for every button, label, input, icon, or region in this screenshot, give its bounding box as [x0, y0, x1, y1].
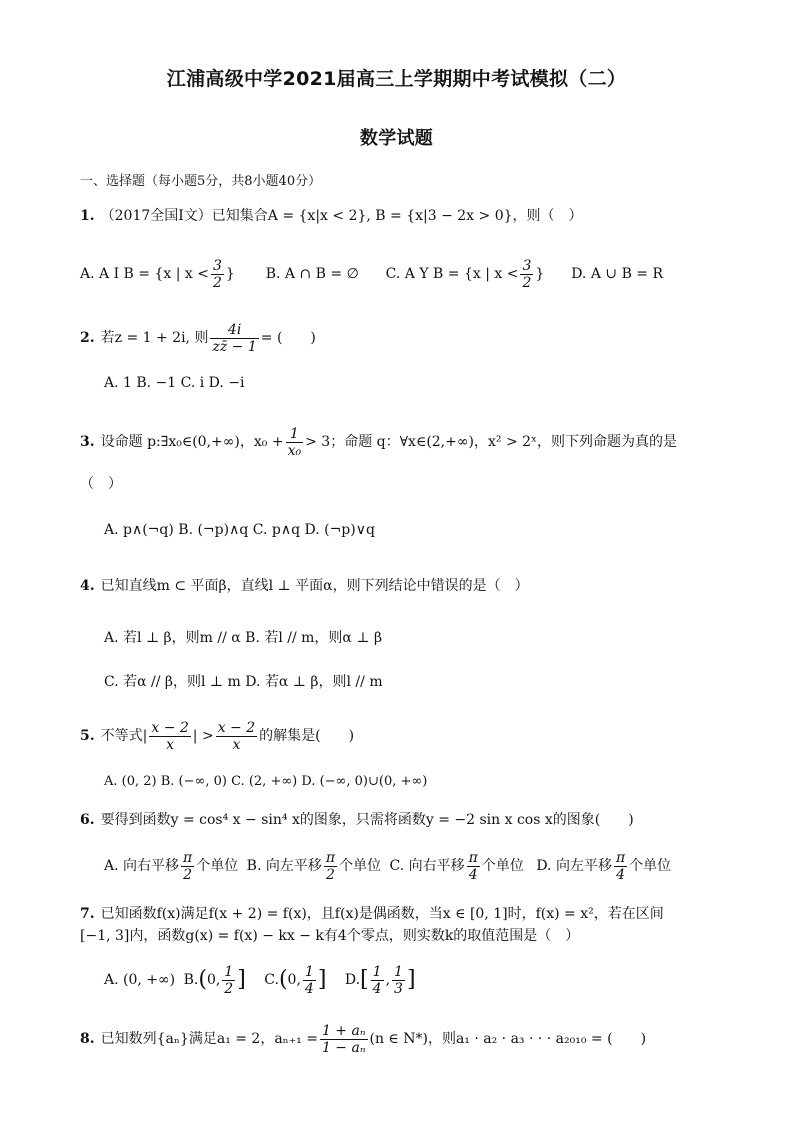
question-5-stem: 5. 不等式| $\frac{x - 2}{x}$ | > $\frac{x - 2}{x}$ 的解集是( )	[80, 719, 355, 753]
question-7-cont: [−1, 3]内，函数g(x) = f(x) − kx − k有4个零点，则实数k的取值范围是（ ）	[80, 928, 580, 944]
question-3-options: A. p∧(¬q) B. (¬p)∧q C. p∧q D. (¬p)∨q	[104, 522, 375, 538]
option-d: D. A ∪ B = R	[571, 266, 664, 282]
option-d: D. 向左平移 $\frac{\pi}{4}$ 个单位	[536, 849, 672, 883]
question-7-stem: 7. 已知函数f(x)满足f(x + 2) = f(x)，且f(x)是偶函数，当x ∈ [0, 1]时，f(x) = x²，若在区间	[80, 906, 664, 922]
question-number: 6.	[80, 812, 95, 828]
option-b: B. A ∩ B = ∅	[265, 266, 359, 282]
question-6-stem: 6. 要得到函数y = cos⁴ x − sin⁴ x的图象，只需将函数y = −2 sin x cos x的图象( )	[80, 812, 634, 828]
exam-subtitle: 数学试题	[359, 128, 434, 149]
question-1-options	[80, 256, 663, 292]
question-2-stem: 2. 若z = 1 + 2i, 则 $\frac{4i}{zz̄ - 1}$ = ( )	[80, 321, 316, 355]
section-heading: 一、选择题（每小题5分，共8小题40分）	[80, 174, 322, 189]
option-c: C. 向右平移 $\frac{\pi}{4}$ 个单位	[389, 849, 524, 883]
question-4-stem: 4. 已知直线m ⊂ 平面β，直线l ⊥ 平面α，则下列结论中错误的是（ ）	[80, 578, 529, 594]
question-number: 7.	[80, 906, 95, 922]
option-b: B.(0, $\frac{1}{2}$ ]	[183, 963, 246, 997]
question-text: （2017全国Ⅰ文）已知集合A = {x|x < 2}, B = {x|3 − 2x > 0}，则（ ）	[100, 208, 583, 224]
question-1-stem	[80, 206, 583, 226]
question-number: 3.	[80, 434, 95, 450]
question-2-options: A. 1 B. −1 C. i D. −i	[104, 375, 245, 391]
option-d: D.[ $\frac{1}{4}$ , $\frac{1}{3}$ ]	[344, 963, 416, 997]
option-c: C. A Y B = {x | x < $\frac{3}{2}$ }	[385, 257, 545, 291]
option-a: A. (0, +∞)	[104, 972, 176, 988]
exam-title: 江浦高级中学2021届高三上学期期中考试模拟（二）	[166, 68, 627, 90]
question-6-options	[104, 846, 671, 886]
option-b: B. 向左平移 $\frac{\pi}{2}$ 个单位	[246, 849, 382, 883]
question-number: 2.	[80, 330, 95, 346]
question-3-stem: 3. 设命题 p:∃x₀∈(0,+∞)，x₀ + $\frac{1}{\text{x₀}}$ > 3；命题 q：∀x∈(2,+∞)，x² > 2ˣ，则下列命题为真的是	[80, 425, 677, 459]
question-number: 8.	[80, 1031, 95, 1047]
question-3-cont: （ ）	[80, 476, 122, 492]
option-a: A. 向右平移 $\frac{\pi}{2}$ 个单位	[104, 849, 239, 883]
question-8-stem: 8. 已知数列{aₙ}满足a₁ = 2，aₙ₊₁ = $\frac{\text{1 + aₙ}}{\text{1 − aₙ}}$ (n ∈ N*)，则a₁ · a₂ · a₃ · · · a₂₀₁₀ = ( )	[80, 1022, 647, 1056]
question-7-options	[104, 958, 416, 1002]
question-4-options-ab: A. 若l ⊥ β，则m // α B. 若l // m，则α ⊥ β	[104, 630, 383, 646]
question-4-options-cd: C. 若α // β，则l ⊥ m D. 若α ⊥ β，则l // m	[104, 674, 383, 690]
question-number: 1.	[80, 208, 95, 224]
question-5-options: A. (0, 2) B. (−∞, 0) C. (2, +∞) D. (−∞, 0)∪(0, +∞)	[104, 774, 428, 789]
option-a: A. A I B = {x | x < $\frac{3}{2}$ }	[80, 257, 235, 291]
question-number: 4.	[80, 578, 95, 594]
question-number: 5.	[80, 728, 95, 744]
option-c: C.(0, $\frac{1}{4}$ ]	[264, 963, 327, 997]
